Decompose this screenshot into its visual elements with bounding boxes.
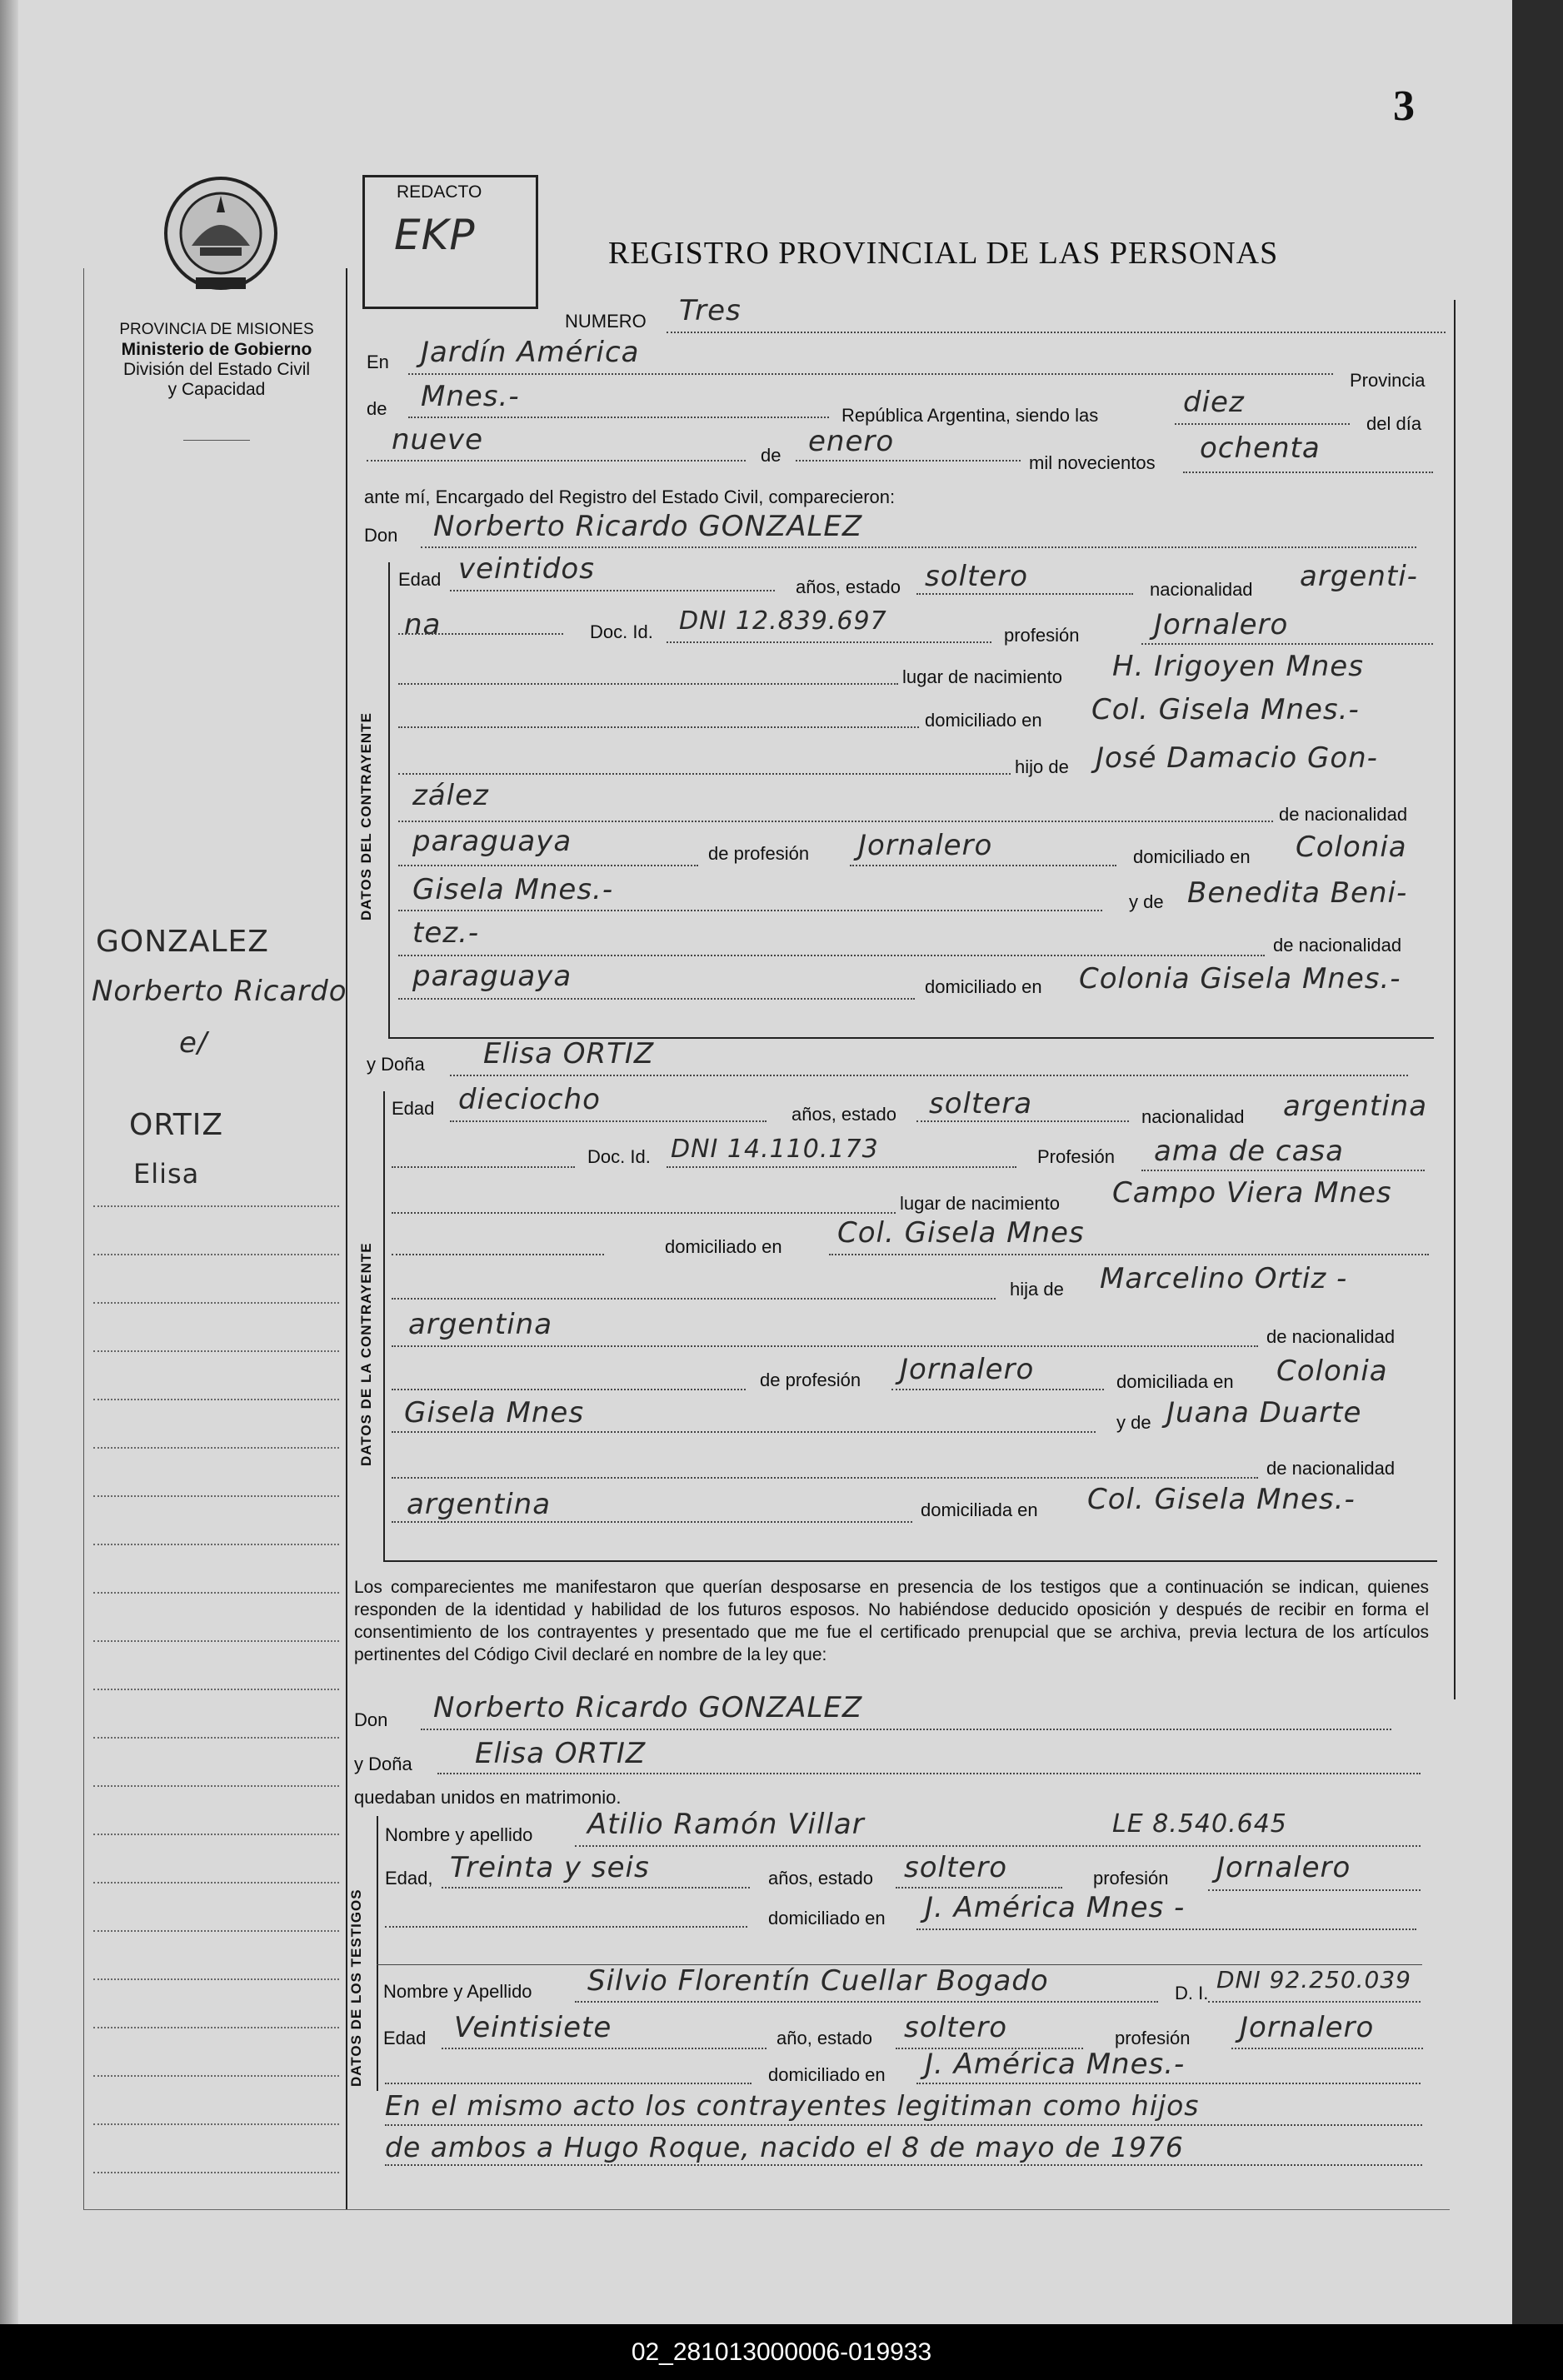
t2-edad-label: Edad <box>383 2028 427 2048</box>
section-contrayenta: DATOS DE LA CONTRAYENTE <box>358 1242 374 1466</box>
del-dia-label: del día <box>1366 413 1422 434</box>
c-de-prof-label: de profesión <box>708 843 810 864</box>
t1-anos-label: años, estado <box>768 1868 873 1889</box>
t1-dom-value: J. América Mnes - <box>925 1891 1186 1924</box>
c-edad-label: Edad <box>398 569 442 590</box>
dona-label: y Doña <box>367 1054 425 1075</box>
sidebar-rule <box>93 1544 339 1545</box>
page-edge-shadow <box>1512 0 1563 2324</box>
sidebar-rule <box>93 1205 339 1207</box>
t1-doc-value: LE 8.540.645 <box>1112 1809 1287 1839</box>
f-de-nac2-label: de nacionalidad <box>1266 1458 1396 1479</box>
page-title: REGISTRO PROVINCIAL DE LAS PERSONAS <box>608 236 1279 271</box>
sidebar-rule <box>93 1399 339 1400</box>
sidebar-rule <box>93 1302 339 1304</box>
f-padre-dom-value-2: Gisela Mnes <box>404 1396 585 1429</box>
section-testigos: DATOS DE LOS TESTIGOS <box>348 1889 364 2087</box>
sidebar-line3: División del Estado Civil <box>122 360 311 379</box>
c-hijo-label: hijo de <box>1015 756 1069 777</box>
f-de-nac-label: de nacionalidad <box>1266 1326 1396 1347</box>
section-contrayente: DATOS DEL CONTRAYENTE <box>358 712 374 921</box>
page-number: 3 <box>1393 82 1415 130</box>
decl-dona-label: y Doña <box>354 1754 412 1774</box>
f-madre-nac-value: argentina <box>407 1488 552 1521</box>
c-prof-value: Jornalero <box>1154 608 1289 641</box>
redacto-label: REDACTO <box>397 182 482 202</box>
t2-doc-value: DNI 92.250.039 <box>1216 1966 1411 1993</box>
sidebar-rule <box>93 1834 339 1835</box>
note-line-1: En el mismo acto los contrayentes legitiman como hijos <box>385 2089 1200 2122</box>
f-nac-value: argentina <box>1283 1090 1428 1123</box>
t2-edad-value: Veintisiete <box>454 2011 612 2044</box>
f-doc-label: Doc. Id. <box>587 1146 651 1167</box>
f-lugar-value: Campo Viera Mnes <box>1112 1176 1392 1210</box>
sidebar-rule <box>93 1640 339 1642</box>
month-value: enero <box>808 425 895 458</box>
f-padre-prof-value: Jornalero <box>900 1353 1035 1386</box>
t2-estado-value: soltero <box>904 2011 1007 2044</box>
c-prof-label: profesión <box>1004 625 1080 646</box>
t2-anos-label: año, estado <box>777 2028 872 2048</box>
t2-nombre-label: Nombre y Apellido <box>383 1981 532 2002</box>
t2-nombre-value: Silvio Florentín Cuellar Bogado <box>587 1964 1049 1998</box>
sidebar-line2: Ministerio de Gobierno <box>121 340 312 359</box>
c-padre-dom-value-2: Gisela Mnes.- <box>412 873 614 906</box>
day-value: nueve <box>392 423 484 457</box>
f-dom-label: domiciliado en <box>665 1236 782 1257</box>
c-doc-value: DNI 12.839.697 <box>679 606 887 636</box>
c-dom-value: Col. Gisela Mnes.- <box>1091 693 1360 726</box>
redacto-initials: EKP <box>394 211 476 259</box>
f-padre-dom-value-1: Colonia <box>1276 1355 1388 1388</box>
t2-dom-label: domiciliado en <box>768 2064 886 2085</box>
c-padre-nac-value: paraguaya <box>412 825 572 858</box>
place-value: Jardín América <box>421 336 640 369</box>
c-de-nac-label: de nacionalidad <box>1279 804 1408 825</box>
sidebar-rule <box>93 2075 339 2077</box>
t2-dom-value: J. América Mnes.- <box>925 2048 1186 2081</box>
c-dom2-label: domiciliado en <box>1133 846 1251 867</box>
t1-edad-label: Edad, <box>385 1868 433 1889</box>
c-padre-value-2: zález <box>412 779 489 812</box>
en-label: En <box>367 352 389 372</box>
c-y-de-label: y de <box>1129 891 1164 912</box>
t2-prof-value: Jornalero <box>1240 2011 1375 2044</box>
f-edad-value: dieciocho <box>458 1083 601 1116</box>
provincia-label: Provincia <box>1350 370 1426 391</box>
c-padre-value-1: José Damacio Gon- <box>1096 741 1378 775</box>
t1-prof-label: profesión <box>1093 1868 1169 1889</box>
t1-nombre-label: Nombre y apellido <box>385 1824 533 1845</box>
f-hija-label: hija de <box>1010 1279 1064 1300</box>
note-line-2: de ambos a Hugo Roque, nacido el 8 de mayo de 1976 <box>385 2131 1184 2163</box>
f-anos-label: años, estado <box>791 1104 896 1125</box>
c-madre-value-1: Benedita Beni- <box>1187 876 1408 910</box>
t1-nombre-value: Atilio Ramón Villar <box>587 1808 865 1841</box>
f-estado-value: soltera <box>929 1087 1033 1120</box>
year-value: ochenta <box>1200 432 1321 465</box>
f-prof-value: ama de casa <box>1154 1135 1344 1168</box>
c-lugar-value: H. Irigoyen Mnes <box>1112 650 1364 683</box>
c-de-nac2-label: de nacionalidad <box>1273 935 1402 955</box>
de2-label: de <box>761 445 782 466</box>
sidebar-rule <box>93 2172 339 2173</box>
t2-prof-label: profesión <box>1115 2028 1191 2048</box>
groom-name: Norberto Ricardo GONZALEZ <box>433 510 863 543</box>
t1-prof-value: Jornalero <box>1216 1851 1351 1884</box>
f-dom-value: Col. Gisela Mnes <box>837 1216 1085 1250</box>
sidebar-rule <box>93 1882 339 1884</box>
decl-closing: quedaban unidos en matrimonio. <box>354 1787 622 1808</box>
f-de-prof-label: de profesión <box>760 1370 861 1390</box>
margin-surname-1: GONZALEZ <box>96 925 269 959</box>
sidebar-rule <box>93 1592 339 1594</box>
f-madre-dom-value: Col. Gisela Mnes.- <box>1087 1483 1356 1516</box>
ante-mi-text: ante mí, Encargado del Registro del Estado Civil, comparecieron: <box>364 486 896 507</box>
declaration-text: Los comparecientes me manifestaron que querían desposarse en presencia de los testigos que a continuación se indican, quienes responden de la identidad y habilidad de los futuros esposos. No habiéndose deducido oposición y después de recibir en forma el consentimiento de los contrayentes y presentado que me fue el certificado prenupcial que se archiva, previa lectura de los artículos pertinentes del Código Civil declaré en nombre de la ley que: <box>354 1578 1429 1664</box>
c-nac-value-2: na <box>404 608 442 641</box>
c-dom3-label: domiciliado en <box>925 976 1042 997</box>
f-padre-nac-value: argentina <box>408 1308 553 1341</box>
f-edad-label: Edad <box>392 1098 435 1119</box>
f-nac-label: nacionalidad <box>1141 1106 1245 1127</box>
c-estado-value: soltero <box>925 560 1028 593</box>
c-padre-dom-value-1: Colonia <box>1296 831 1407 864</box>
margin-given-1: Norberto Ricardo <box>92 975 347 1008</box>
decl-bride-name: Elisa ORTIZ <box>475 1737 647 1770</box>
t1-estado-value: soltero <box>904 1851 1007 1884</box>
c-padre-prof-value: Jornalero <box>858 829 993 862</box>
c-doc-label: Doc. Id. <box>590 621 653 642</box>
sidebar-rule <box>93 1785 339 1787</box>
redacto-box <box>362 175 538 309</box>
f-dom3-label: domiciliada en <box>921 1499 1038 1520</box>
sidebar-line4: y Capacidad <box>167 380 266 399</box>
binding-edge <box>0 0 18 2324</box>
provincial-seal-icon <box>158 171 283 296</box>
sidebar-rule <box>93 2027 339 2028</box>
margin-surname-2: ORTIZ <box>129 1108 223 1142</box>
f-padre-value: Marcelino Ortiz - <box>1100 1262 1348 1295</box>
decl-groom-name: Norberto Ricardo GONZALEZ <box>433 1691 863 1724</box>
f-doc-value: DNI 14.110.173 <box>671 1135 879 1164</box>
margin-conj: e/ <box>179 1026 208 1060</box>
sidebar-rule <box>93 1689 339 1690</box>
sidebar-rule <box>93 1930 339 1932</box>
mil-label: mil novecientos <box>1029 452 1156 473</box>
c-edad-value: veintidos <box>458 552 595 586</box>
c-madre-value-2: tez.- <box>412 916 480 950</box>
sidebar-divider <box>346 268 347 2209</box>
sidebar-rule <box>93 1737 339 1739</box>
decl-don-label: Don <box>354 1709 388 1730</box>
sidebar-rule <box>93 2123 339 2125</box>
f-lugar-label: lugar de nacimiento <box>900 1193 1061 1214</box>
t1-dom-label: domiciliado en <box>768 1908 886 1928</box>
sidebar-rule <box>93 1254 339 1255</box>
c-madre-nac-value: paraguaya <box>412 960 572 993</box>
numero-value: Tres <box>679 294 742 327</box>
t1-edad-value: Treinta y seis <box>450 1851 650 1884</box>
c-anos-label: años, estado <box>796 576 901 597</box>
province-value: Mnes.- <box>421 380 520 413</box>
don-label: Don <box>364 525 398 546</box>
f-dom2-label: domiciliada en <box>1116 1371 1234 1392</box>
republica-label: República Argentina, siendo las <box>841 405 1099 426</box>
sidebar-rule <box>93 1978 339 1980</box>
numero-label: NUMERO <box>565 311 647 332</box>
bride-name: Elisa ORTIZ <box>483 1037 655 1070</box>
c-nac-label: nacionalidad <box>1150 579 1253 600</box>
f-prof-label: Profesión <box>1037 1146 1115 1167</box>
sidebar-rule <box>93 1495 339 1497</box>
f-madre-value: Juana Duarte <box>1166 1396 1362 1429</box>
sidebar-rule <box>93 1350 339 1352</box>
c-nac-value-1: argenti- <box>1300 560 1418 593</box>
margin-given-2: Elisa <box>133 1158 200 1190</box>
c-lugar-label: lugar de nacimiento <box>902 666 1063 687</box>
sidebar-line1: PROVINCIA DE MISIONES <box>119 321 314 338</box>
de-label: de <box>367 398 387 419</box>
sidebar-rule <box>93 1447 339 1449</box>
c-madre-dom-value: Colonia Gisela Mnes.- <box>1079 962 1401 995</box>
footer-code: 02_281013000006-019933 <box>0 2324 1563 2380</box>
hour-value: diez <box>1183 386 1245 419</box>
c-dom-label: domiciliado en <box>925 710 1042 731</box>
f-y-de-label: y de <box>1116 1412 1151 1433</box>
t2-doc-label: D. I. <box>1175 1983 1209 2003</box>
